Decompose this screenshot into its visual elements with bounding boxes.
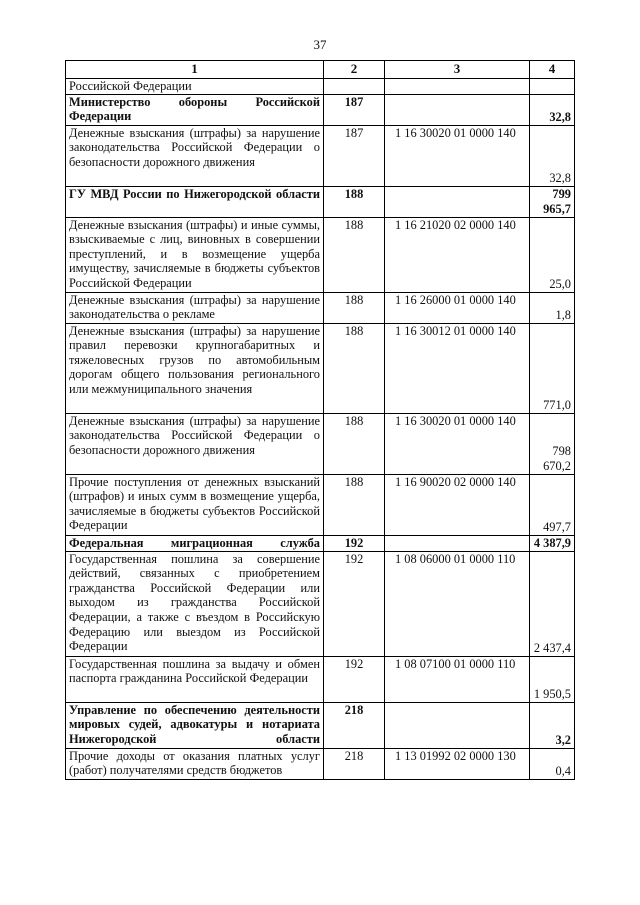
row-amount-cell: 2 437,4 bbox=[530, 551, 575, 656]
table-row bbox=[66, 94, 575, 125]
row-code-cell: 188 bbox=[324, 323, 385, 413]
row-code-cell: 218 bbox=[324, 702, 385, 748]
row-name-cell: Прочие доходы от оказания платных услуг (работ) получателями средств бюджетов bbox=[66, 748, 324, 779]
row-amount-cell: 0,4 bbox=[530, 748, 575, 779]
table-row bbox=[66, 702, 575, 748]
table-row bbox=[66, 656, 575, 702]
row-kbk-cell: 1 16 30020 01 0000 140 bbox=[385, 413, 530, 474]
column-header-2: 2 bbox=[324, 61, 385, 79]
row-name-cell: Денежные взыскания (штрафы) и иные суммы, взыскиваемые с лиц, виновных в совершении преступлений, и в возмещение ущерба имуществу, зачисляемые в бюджеты субъектов Российской Федерации bbox=[66, 217, 324, 292]
row-kbk-cell: 1 16 21020 02 0000 140 bbox=[385, 217, 530, 292]
row-name-cell: Денежные взыскания (штрафы) за нарушение законодательства Российской Федерации о безопасности дорожного движения bbox=[66, 125, 324, 186]
row-name-cell: Прочие поступления от денежных взысканий (штрафов) и иных сумм в возмещение ущерба, зачисляемые в бюджеты субъектов Российской Федерации bbox=[66, 474, 324, 535]
row-kbk-cell: 1 08 07100 01 0000 110 bbox=[385, 656, 530, 702]
row-code-cell: 192 bbox=[324, 535, 385, 551]
table-row bbox=[66, 186, 575, 217]
row-kbk-cell: 1 16 90020 02 0000 140 bbox=[385, 474, 530, 535]
row-name-cell: ГУ МВД России по Нижегородской области bbox=[66, 186, 324, 217]
row-kbk-cell: 1 08 06000 01 0000 110 bbox=[385, 551, 530, 656]
row-code-cell: 188 bbox=[324, 292, 385, 323]
row-kbk-cell bbox=[385, 186, 530, 217]
row-name-cell: Денежные взыскания (штрафы) за нарушение правил перевозки крупногабаритных и тяжеловесных грузов по автомобильным дорогам общего пользования регионального или межмуниципального значения bbox=[66, 323, 324, 413]
row-kbk-cell: 1 16 26000 01 0000 140 bbox=[385, 292, 530, 323]
row-kbk-cell: 1 16 30020 01 0000 140 bbox=[385, 125, 530, 186]
row-code-cell: 188 bbox=[324, 217, 385, 292]
row-code-cell: 192 bbox=[324, 656, 385, 702]
row-amount-cell: 1,8 bbox=[530, 292, 575, 323]
row-code-cell: 187 bbox=[324, 94, 385, 125]
column-header-1: 1 bbox=[66, 61, 324, 79]
table-row bbox=[66, 217, 575, 292]
table-header-row bbox=[66, 61, 575, 79]
row-kbk-cell bbox=[385, 702, 530, 748]
table-body bbox=[66, 79, 575, 780]
row-code-cell: 188 bbox=[324, 413, 385, 474]
table-row bbox=[66, 535, 575, 551]
row-name-cell: Российской Федерации bbox=[66, 79, 324, 95]
row-code-cell: 188 bbox=[324, 186, 385, 217]
row-name-cell: Федеральная миграционная служба bbox=[66, 535, 324, 551]
row-amount-cell: 1 950,5 bbox=[530, 656, 575, 702]
row-name-cell: Министерство обороны Российской Федерации bbox=[66, 94, 324, 125]
row-amount-cell: 497,7 bbox=[530, 474, 575, 535]
table-row bbox=[66, 125, 575, 186]
column-header-4: 4 bbox=[530, 61, 575, 79]
table-row bbox=[66, 551, 575, 656]
row-name-cell: Государственная пошлина за выдачу и обмен паспорта гражданина Российской Федерации bbox=[66, 656, 324, 702]
row-amount-cell: 799 965,7 bbox=[530, 186, 575, 217]
row-name-cell: Денежные взыскания (штрафы) за нарушение законодательства о рекламе bbox=[66, 292, 324, 323]
table-row bbox=[66, 474, 575, 535]
row-amount-cell bbox=[530, 79, 575, 95]
row-kbk-cell bbox=[385, 94, 530, 125]
budget-revenue-table bbox=[65, 60, 575, 780]
row-amount-cell: 32,8 bbox=[530, 125, 575, 186]
row-code-cell bbox=[324, 79, 385, 95]
row-code-cell: 192 bbox=[324, 551, 385, 656]
table-row bbox=[66, 79, 575, 95]
row-kbk-cell: 1 16 30012 01 0000 140 bbox=[385, 323, 530, 413]
column-header-3: 3 bbox=[385, 61, 530, 79]
row-amount-cell: 32,8 bbox=[530, 94, 575, 125]
row-amount-cell: 798 670,2 bbox=[530, 413, 575, 474]
row-kbk-cell: 1 13 01992 02 0000 130 bbox=[385, 748, 530, 779]
row-amount-cell: 4 387,9 bbox=[530, 535, 575, 551]
row-name-cell: Денежные взыскания (штрафы) за нарушение законодательства Российской Федерации о безопасности дорожного движения bbox=[66, 413, 324, 474]
row-name-cell: Государственная пошлина за совершение действий, связанных с приобретением гражданства Российской Федерации или выходом из гражданства Российской Федерации, а также с въездом в Российскую Федерацию или выездом из Российской Федерации bbox=[66, 551, 324, 656]
row-code-cell: 218 bbox=[324, 748, 385, 779]
page-number: 37 bbox=[313, 37, 327, 52]
table-row bbox=[66, 292, 575, 323]
row-amount-cell: 3,2 bbox=[530, 702, 575, 748]
row-code-cell: 187 bbox=[324, 125, 385, 186]
table-row bbox=[66, 323, 575, 413]
row-amount-cell: 771,0 bbox=[530, 323, 575, 413]
table-row bbox=[66, 413, 575, 474]
row-amount-cell: 25,0 bbox=[530, 217, 575, 292]
row-code-cell: 188 bbox=[324, 474, 385, 535]
table-row bbox=[66, 748, 575, 779]
row-name-cell: Управление по обеспечению деятельности мировых судей, адвокатуры и нотариата Нижегородской области bbox=[66, 702, 324, 748]
row-kbk-cell bbox=[385, 79, 530, 95]
row-kbk-cell bbox=[385, 535, 530, 551]
